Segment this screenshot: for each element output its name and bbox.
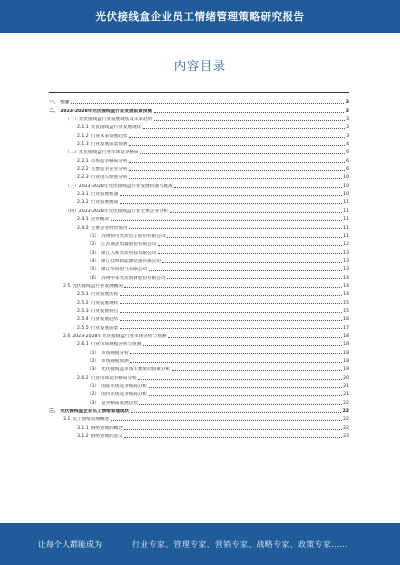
- toc-entry[interactable]: [49, 381, 349, 389]
- toc-entry-title: 市场规模分析: [101, 350, 129, 356]
- toc-entry[interactable]: [49, 339, 349, 347]
- toc-entry[interactable]: [49, 105, 349, 113]
- toc-entry-number: 2.6.2: [77, 375, 89, 381]
- toc-entry[interactable]: [49, 347, 349, 355]
- toc-entry-title: 竞争格局发展趋势: [101, 400, 138, 406]
- toc-divider: [49, 92, 349, 93]
- footer-bar: [0, 523, 400, 565]
- toc-entry[interactable]: [49, 147, 349, 155]
- toc-entry-page: 17: [343, 325, 349, 331]
- toc-leader-dots: [124, 287, 341, 288]
- toc-entry-page: 15: [343, 300, 349, 306]
- toc-leader-dots: [120, 295, 342, 296]
- toc-entry-page: 4: [346, 142, 349, 148]
- toc-leader-dots: [129, 178, 342, 179]
- toc-entry-number: 三、: [49, 409, 59, 415]
- toc-entry-page: 13: [343, 250, 349, 256]
- toc-leader-dots: [124, 437, 341, 438]
- toc-entry-page: 11: [343, 217, 349, 223]
- toc-entry-number: 2.3.2: [77, 200, 89, 206]
- toc-entry-title: 行业发展趋势: [90, 317, 119, 323]
- toc-entry-title: 行业发展机遇: [90, 192, 119, 198]
- toc-entry-page: 14: [343, 283, 349, 289]
- toc-entry-title: 市场竞争格局分析: [90, 158, 128, 164]
- toc-entry-number: 2.6.1: [77, 342, 89, 348]
- toc-entry-number: （1）: [87, 350, 100, 356]
- toc-leader-dots: [158, 245, 342, 246]
- toc-entry[interactable]: [49, 422, 349, 430]
- toc-entry-page: 15: [343, 308, 349, 314]
- toc-entry-number: 二、: [49, 108, 59, 114]
- toc-entry-title: 主要企业经营情况: [90, 225, 128, 231]
- toc-leader-dots: [149, 387, 342, 388]
- toc-entry-number: 2.4.1: [77, 217, 89, 223]
- toc-entry-page: 6: [346, 167, 349, 173]
- toc-leader-dots: [120, 320, 342, 321]
- toc-entry-page: 3: [345, 108, 349, 114]
- toc-entry[interactable]: [49, 406, 349, 414]
- toc-entry-number: 3.1.2: [77, 434, 89, 440]
- toc-leader-dots: [154, 112, 345, 113]
- toc-leader-dots: [170, 212, 342, 213]
- toc-entry-title: （三）2023-2028年光伏接线盒行业发展机遇与挑战: [65, 183, 173, 189]
- toc-entry-page: 18: [343, 333, 349, 339]
- toc-entry[interactable]: [49, 306, 349, 314]
- toc-entry-page: 6: [346, 150, 349, 156]
- toc-entry-title: 国际市场竞争格局分析: [101, 384, 148, 390]
- toc-entry-number: （3）: [87, 400, 100, 406]
- toc-entry-page: 14: [343, 275, 349, 281]
- toc-leader-dots: [149, 395, 342, 396]
- toc-entry[interactable]: [49, 222, 349, 230]
- toc-leader-dots: [111, 420, 342, 421]
- toc-entry-page: 13: [343, 258, 349, 264]
- toc-entry-number: 2.2.2: [77, 167, 89, 173]
- toc-entry-number: 2.2.3: [77, 175, 89, 181]
- toc-entry-title: 浙江佳明新能源装备有限公司: [101, 258, 161, 264]
- toc-entry-number: 一、: [49, 100, 59, 106]
- toc-leader-dots: [129, 137, 345, 138]
- toc-entry[interactable]: [49, 297, 349, 305]
- toc-entry-title: 浙江人和光伏科技有限公司: [101, 250, 157, 256]
- toc-entry-page: 18: [343, 350, 349, 356]
- toc-entry[interactable]: [49, 414, 349, 422]
- toc-entry-title: 江苏通灵电器股份有限公司: [101, 242, 157, 248]
- report-title: 光伏接线盒企业员工情绪管理策略研究报告: [95, 11, 305, 23]
- toc-leader-dots: [168, 337, 342, 338]
- toc-leader-dots: [129, 228, 342, 229]
- toc-entry-number: （2）: [87, 392, 100, 398]
- toc-entry-number: （1）: [87, 233, 100, 239]
- toc-leader-dots: [130, 353, 341, 354]
- toc-entry-page: 10: [343, 175, 349, 181]
- toc-entry-number: 2.3.1: [77, 192, 89, 198]
- toc-entry-title: 行业发展前景: [90, 325, 119, 331]
- toc-entry[interactable]: [49, 197, 349, 205]
- toc-leader-dots: [172, 370, 342, 371]
- toc-entry[interactable]: [49, 231, 349, 239]
- toc-leader-dots: [143, 345, 342, 346]
- toc-leader-dots: [124, 429, 341, 430]
- toc-entry-page: 22: [342, 409, 349, 415]
- toc-entry-title: 光伏接线盒市场主要驱动因素分析: [101, 367, 171, 373]
- toc-entry[interactable]: [49, 114, 349, 122]
- toc-entry[interactable]: [49, 155, 349, 163]
- toc-entry-page: 16: [343, 317, 349, 323]
- toc-entry-page: 21: [343, 384, 349, 390]
- toc-list: [49, 97, 349, 439]
- toc-entry[interactable]: [49, 180, 349, 188]
- toc-entry-page: 14: [343, 292, 349, 298]
- toc-leader-dots: [129, 170, 345, 171]
- toc-entry-page: 10: [343, 183, 349, 189]
- footer-tagline: 行业专家、管理专家、营销专家、战略专家、政策专家……: [132, 539, 348, 549]
- toc-entry[interactable]: [49, 122, 349, 130]
- toc-entry-number: 2.1.2: [77, 133, 89, 139]
- toc-entry-page: 18: [343, 359, 349, 364]
- toc-entry-number: 2.1.3: [77, 142, 89, 148]
- toc-entry-number: （1）: [87, 384, 100, 390]
- toc-leader-dots: [130, 362, 341, 363]
- toc-entry-title: 光伏接线盒企业员工情绪管理现状: [60, 409, 130, 415]
- toc-leader-dots: [167, 278, 342, 279]
- toc-leader-dots: [120, 303, 342, 304]
- toc-leader-dots: [111, 220, 342, 221]
- toc-entry[interactable]: [49, 264, 349, 272]
- toc-entry-page: 19: [343, 367, 349, 373]
- toc-entry-page: 23: [343, 434, 349, 440]
- toc-entry-page: 3: [346, 133, 349, 139]
- toc-entry-page: 3: [346, 125, 349, 131]
- toc-entry-number: 2.6: [63, 333, 71, 339]
- toc-entry[interactable]: [49, 164, 349, 172]
- toc-entry-number: 2.5.3: [77, 308, 89, 314]
- toc-entry-number: （2）: [87, 359, 100, 364]
- toc-entry-title: 主要竞争企业分析: [90, 167, 128, 173]
- toc-leader-dots: [167, 237, 342, 238]
- toc-entry-number: （4）: [87, 258, 100, 264]
- toc-entry-page: 6: [346, 158, 349, 164]
- toc-entry[interactable]: [49, 189, 349, 197]
- toc-entry-number: （2）: [87, 242, 100, 248]
- toc-entry-page: 11: [343, 225, 349, 231]
- toc-entry-page: 3: [346, 117, 349, 123]
- toc-leader-dots: [120, 312, 342, 313]
- toc-entry-title: （四）2023-2028年光伏接线盒行业主要企业分析: [65, 208, 169, 214]
- toc-leader-dots: [140, 153, 345, 154]
- toc-entry-title: 苏州快可光伏电子股份有限公司: [101, 233, 166, 239]
- toc-entry-title: 苏州中来光伏新材股份有限公司: [101, 275, 166, 281]
- toc-entry[interactable]: [49, 239, 349, 247]
- toc-entry-page: 11: [343, 208, 349, 214]
- toc-entry-title: 光伏接线盒行业发展概况: [72, 283, 123, 289]
- toc-entry-title: 行业市场规模分析与预测: [90, 342, 142, 348]
- toc-entry-number: （3）: [87, 250, 100, 256]
- toc-entry-page: 22: [343, 417, 349, 423]
- toc-entry-number: 2.5.2: [77, 300, 89, 306]
- toc-entry-title: 2023-2028年光伏接线盒行业发展前景预测: [60, 108, 152, 114]
- toc-entry-title: 2023-2028年光伏接线盒行业市场分析与预测: [72, 333, 167, 339]
- toc-entry[interactable]: [49, 214, 349, 222]
- toc-entry-title: 行业发展历程: [90, 292, 119, 298]
- toc-entry-title: 国内市场竞争格局分析: [101, 392, 148, 398]
- toc-entry[interactable]: [49, 431, 349, 439]
- toc-entry[interactable]: [49, 256, 349, 264]
- toc-leader-dots: [149, 270, 342, 271]
- toc-entry-number: 2.5.5: [77, 325, 89, 331]
- toc-leader-dots: [138, 379, 341, 380]
- toc-entry[interactable]: [49, 130, 349, 138]
- toc-entry[interactable]: [49, 322, 349, 330]
- toc-entry-number: 3.1: [63, 417, 71, 423]
- toc-entry-number: 2.4.2: [77, 225, 89, 231]
- toc-entry-page: 18: [343, 342, 349, 348]
- toc-entry-page: 11: [343, 200, 349, 206]
- toc-entry-title: 员工情绪管理概述: [72, 417, 110, 423]
- toc-entry[interactable]: [49, 372, 349, 380]
- toc-leader-dots: [71, 103, 344, 104]
- toc-entry[interactable]: [49, 247, 349, 255]
- toc-entry[interactable]: [49, 172, 349, 180]
- toc-leader-dots: [120, 203, 342, 204]
- toc-entry-title: 行业发展挑战: [90, 200, 119, 206]
- toc-entry-number: （6）: [87, 275, 100, 281]
- toc-leader-dots: [129, 162, 345, 163]
- toc-entry-number: 2.5.1: [77, 292, 89, 298]
- toc-entry-number: （5）: [87, 267, 100, 273]
- toc-entry-page: 12: [343, 242, 349, 248]
- toc-leader-dots: [139, 404, 341, 405]
- toc-entry-number: 2.5: [63, 283, 71, 289]
- toc-leader-dots: [120, 328, 342, 329]
- toc-entry[interactable]: [49, 389, 349, 397]
- toc-leader-dots: [158, 253, 342, 254]
- toc-leader-dots: [162, 262, 341, 263]
- toc-entry[interactable]: [49, 397, 349, 405]
- toc-entry-page: 3: [345, 100, 349, 106]
- toc-entry-title: 情绪管理的概念: [90, 425, 123, 431]
- toc-entry[interactable]: [49, 97, 349, 105]
- toc-entry-page: 11: [343, 233, 349, 239]
- toc-leader-dots: [120, 195, 342, 196]
- toc-entry[interactable]: [49, 281, 349, 289]
- toc-entry-title: 情绪管理的意义: [90, 434, 123, 440]
- toc-entry-page: 21: [343, 392, 349, 398]
- toc-entry-page: 20: [343, 375, 349, 381]
- toc-leader-dots: [129, 145, 345, 146]
- toc-entry[interactable]: [49, 314, 349, 322]
- toc-entry-title: 行业市场竞争格局分析: [90, 375, 137, 381]
- report-header-bar: [0, 0, 400, 33]
- toc-entry-page: 13: [343, 267, 349, 273]
- toc-entry-title: （二）光伏接线盒行业市场竞争格局: [65, 150, 139, 156]
- toc-entry[interactable]: [49, 289, 349, 297]
- toc-entry-number: 2.5.4: [77, 317, 89, 323]
- toc-leader-dots: [174, 187, 341, 188]
- toc-entry-title: 行业进入壁垒分析: [90, 175, 128, 181]
- toc-entry-page: 22: [343, 400, 349, 406]
- toc-leader-dots: [143, 128, 345, 129]
- toc-entry-title: 行业发展前景预测: [90, 142, 128, 148]
- toc-entry-page: 10: [343, 192, 349, 198]
- toc-leader-dots: [154, 120, 345, 121]
- toc-entry-title: 光伏接线盒行业发展现状: [90, 125, 142, 131]
- toc-entry[interactable]: [49, 272, 349, 280]
- toc-entry[interactable]: [49, 331, 349, 339]
- toc-entry-title: 企业概况: [90, 217, 110, 223]
- toc-entry-page: 22: [343, 425, 349, 431]
- toc-entry-title: 引言: [60, 100, 70, 106]
- toc-entry-title: 行业未来发展趋势: [90, 133, 128, 139]
- toc-entry[interactable]: [49, 356, 349, 364]
- toc-entry-number: 2.1.1: [77, 125, 89, 131]
- toc-entry-number: （3）: [87, 367, 100, 373]
- toc-entry-title: 浙江华鸿电气有限公司: [101, 267, 148, 273]
- footer-brand: 让每个人都能成为: [38, 539, 102, 549]
- toc-heading: 内容目录: [173, 59, 226, 73]
- toc-entry-number: 3.1.1: [77, 425, 89, 431]
- toc-entry[interactable]: [49, 364, 349, 372]
- toc-entry-number: 2.2.1: [77, 158, 89, 164]
- toc-entry-title: （一）光伏接线盒行业发展现状及未来趋势: [65, 117, 153, 123]
- toc-entry[interactable]: [49, 205, 349, 213]
- toc-entry-title: 市场规模预测: [101, 359, 129, 364]
- toc-entry[interactable]: [49, 139, 349, 147]
- toc-entry-title: 行业发展现状: [90, 300, 119, 306]
- toc-leader-dots: [131, 412, 341, 413]
- toc-entry-title: 行业发展特点: [90, 308, 119, 314]
